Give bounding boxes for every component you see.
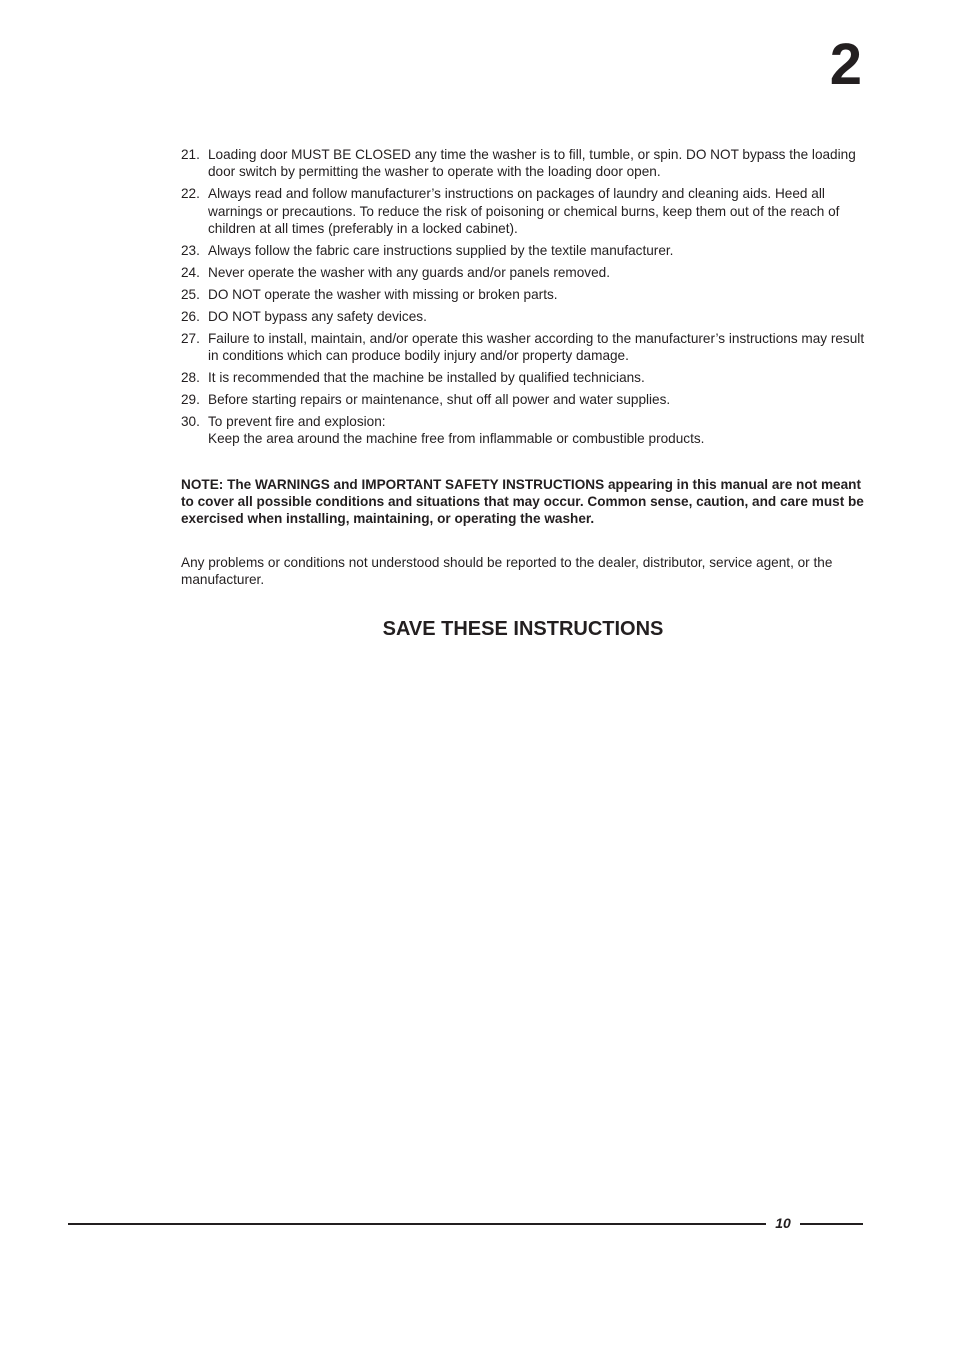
item-line: Before starting repairs or maintenance, shut off all power and water supplies.: [208, 391, 671, 407]
item-line: Failure to install, maintain, and/or operate this washer according to the manufacturer’s instructions may result in conditions which can produce bodily injury and/or property damage.: [208, 330, 865, 364]
item-number: 27.: [181, 330, 200, 346]
item-number: 26.: [181, 308, 200, 324]
safety-instructions-content: [181, 146, 865, 641]
instruction-item-25: [181, 286, 865, 303]
footer-rule-right: [800, 1223, 863, 1225]
item-text: [208, 185, 865, 237]
item-line: To prevent fire and explosion:: [208, 413, 386, 429]
instruction-item-26: [181, 308, 865, 325]
item-line: DO NOT bypass any safety devices.: [208, 308, 427, 324]
item-number: 23.: [181, 243, 200, 259]
item-text: [208, 286, 865, 303]
instruction-item-23: [181, 242, 865, 259]
footer-rule-left: [68, 1223, 766, 1225]
item-text: [208, 146, 865, 181]
item-number: 24.: [181, 264, 200, 280]
instruction-item-30: [181, 413, 865, 448]
instruction-item-29: [181, 391, 865, 408]
item-text: [208, 369, 865, 386]
instruction-item-22: [181, 185, 865, 237]
item-number: 21.: [181, 147, 200, 162]
item-text: [208, 308, 865, 325]
problems-paragraph: Any problems or conditions not understood should be reported to the dealer, distributor, service agent, or the manufacturer.: [181, 554, 833, 588]
instruction-item-27: [181, 330, 865, 365]
save-instructions-heading: SAVE THESE INSTRUCTIONS: [382, 617, 664, 640]
item-text: [208, 413, 865, 448]
safety-note: NOTE: The WARNINGS and IMPORTANT SAFETY INSTRUCTIONS appearing in this manual are not meant to cover all possible conditions and situations that may occur. Common sense, caution, and care must be exercised when installing, maintaining, or operating the washer.: [181, 476, 864, 527]
instruction-list: [181, 146, 865, 448]
item-line: Never operate the washer with any guards and/or panels removed.: [208, 264, 610, 280]
item-line: Always follow the fabric care instructions supplied by the textile manufacturer.: [208, 243, 674, 259]
item-text: [208, 330, 865, 365]
item-text: [208, 264, 865, 281]
instruction-item-24: [181, 264, 865, 281]
item-line: It is recommended that the machine be installed by qualified technicians.: [208, 369, 645, 385]
instruction-item-21: [181, 146, 865, 181]
item-number: 30.: [181, 413, 200, 429]
item-number: 22.: [181, 186, 200, 202]
item-line: DO NOT operate the washer with missing or broken parts.: [208, 286, 558, 302]
item-text: [208, 391, 865, 408]
item-line: Always read and follow manufacturer’s instructions on packages of laundry and cleaning aids. Heed all warnings or precautions. To reduce the risk of poisoning or chemical burns, keep them out of the reach of children at all times (preferably in a locked cabinet).: [208, 186, 840, 237]
item-line: Keep the area around the machine free from inflammable or combustible products.: [208, 431, 705, 447]
item-number: 25.: [181, 286, 200, 302]
page-number: 10: [775, 1215, 791, 1231]
instruction-item-28: [181, 369, 865, 386]
item-number: 29.: [181, 391, 200, 407]
item-text: [208, 242, 865, 259]
chapter-number: 2: [829, 32, 862, 97]
item-number: 28.: [181, 369, 200, 385]
item-line: Loading door MUST BE CLOSED any time the washer is to fill, tumble, or spin. DO NOT bypass the loading door switch by permitting the washer to operate with the loading door open.: [208, 147, 856, 180]
